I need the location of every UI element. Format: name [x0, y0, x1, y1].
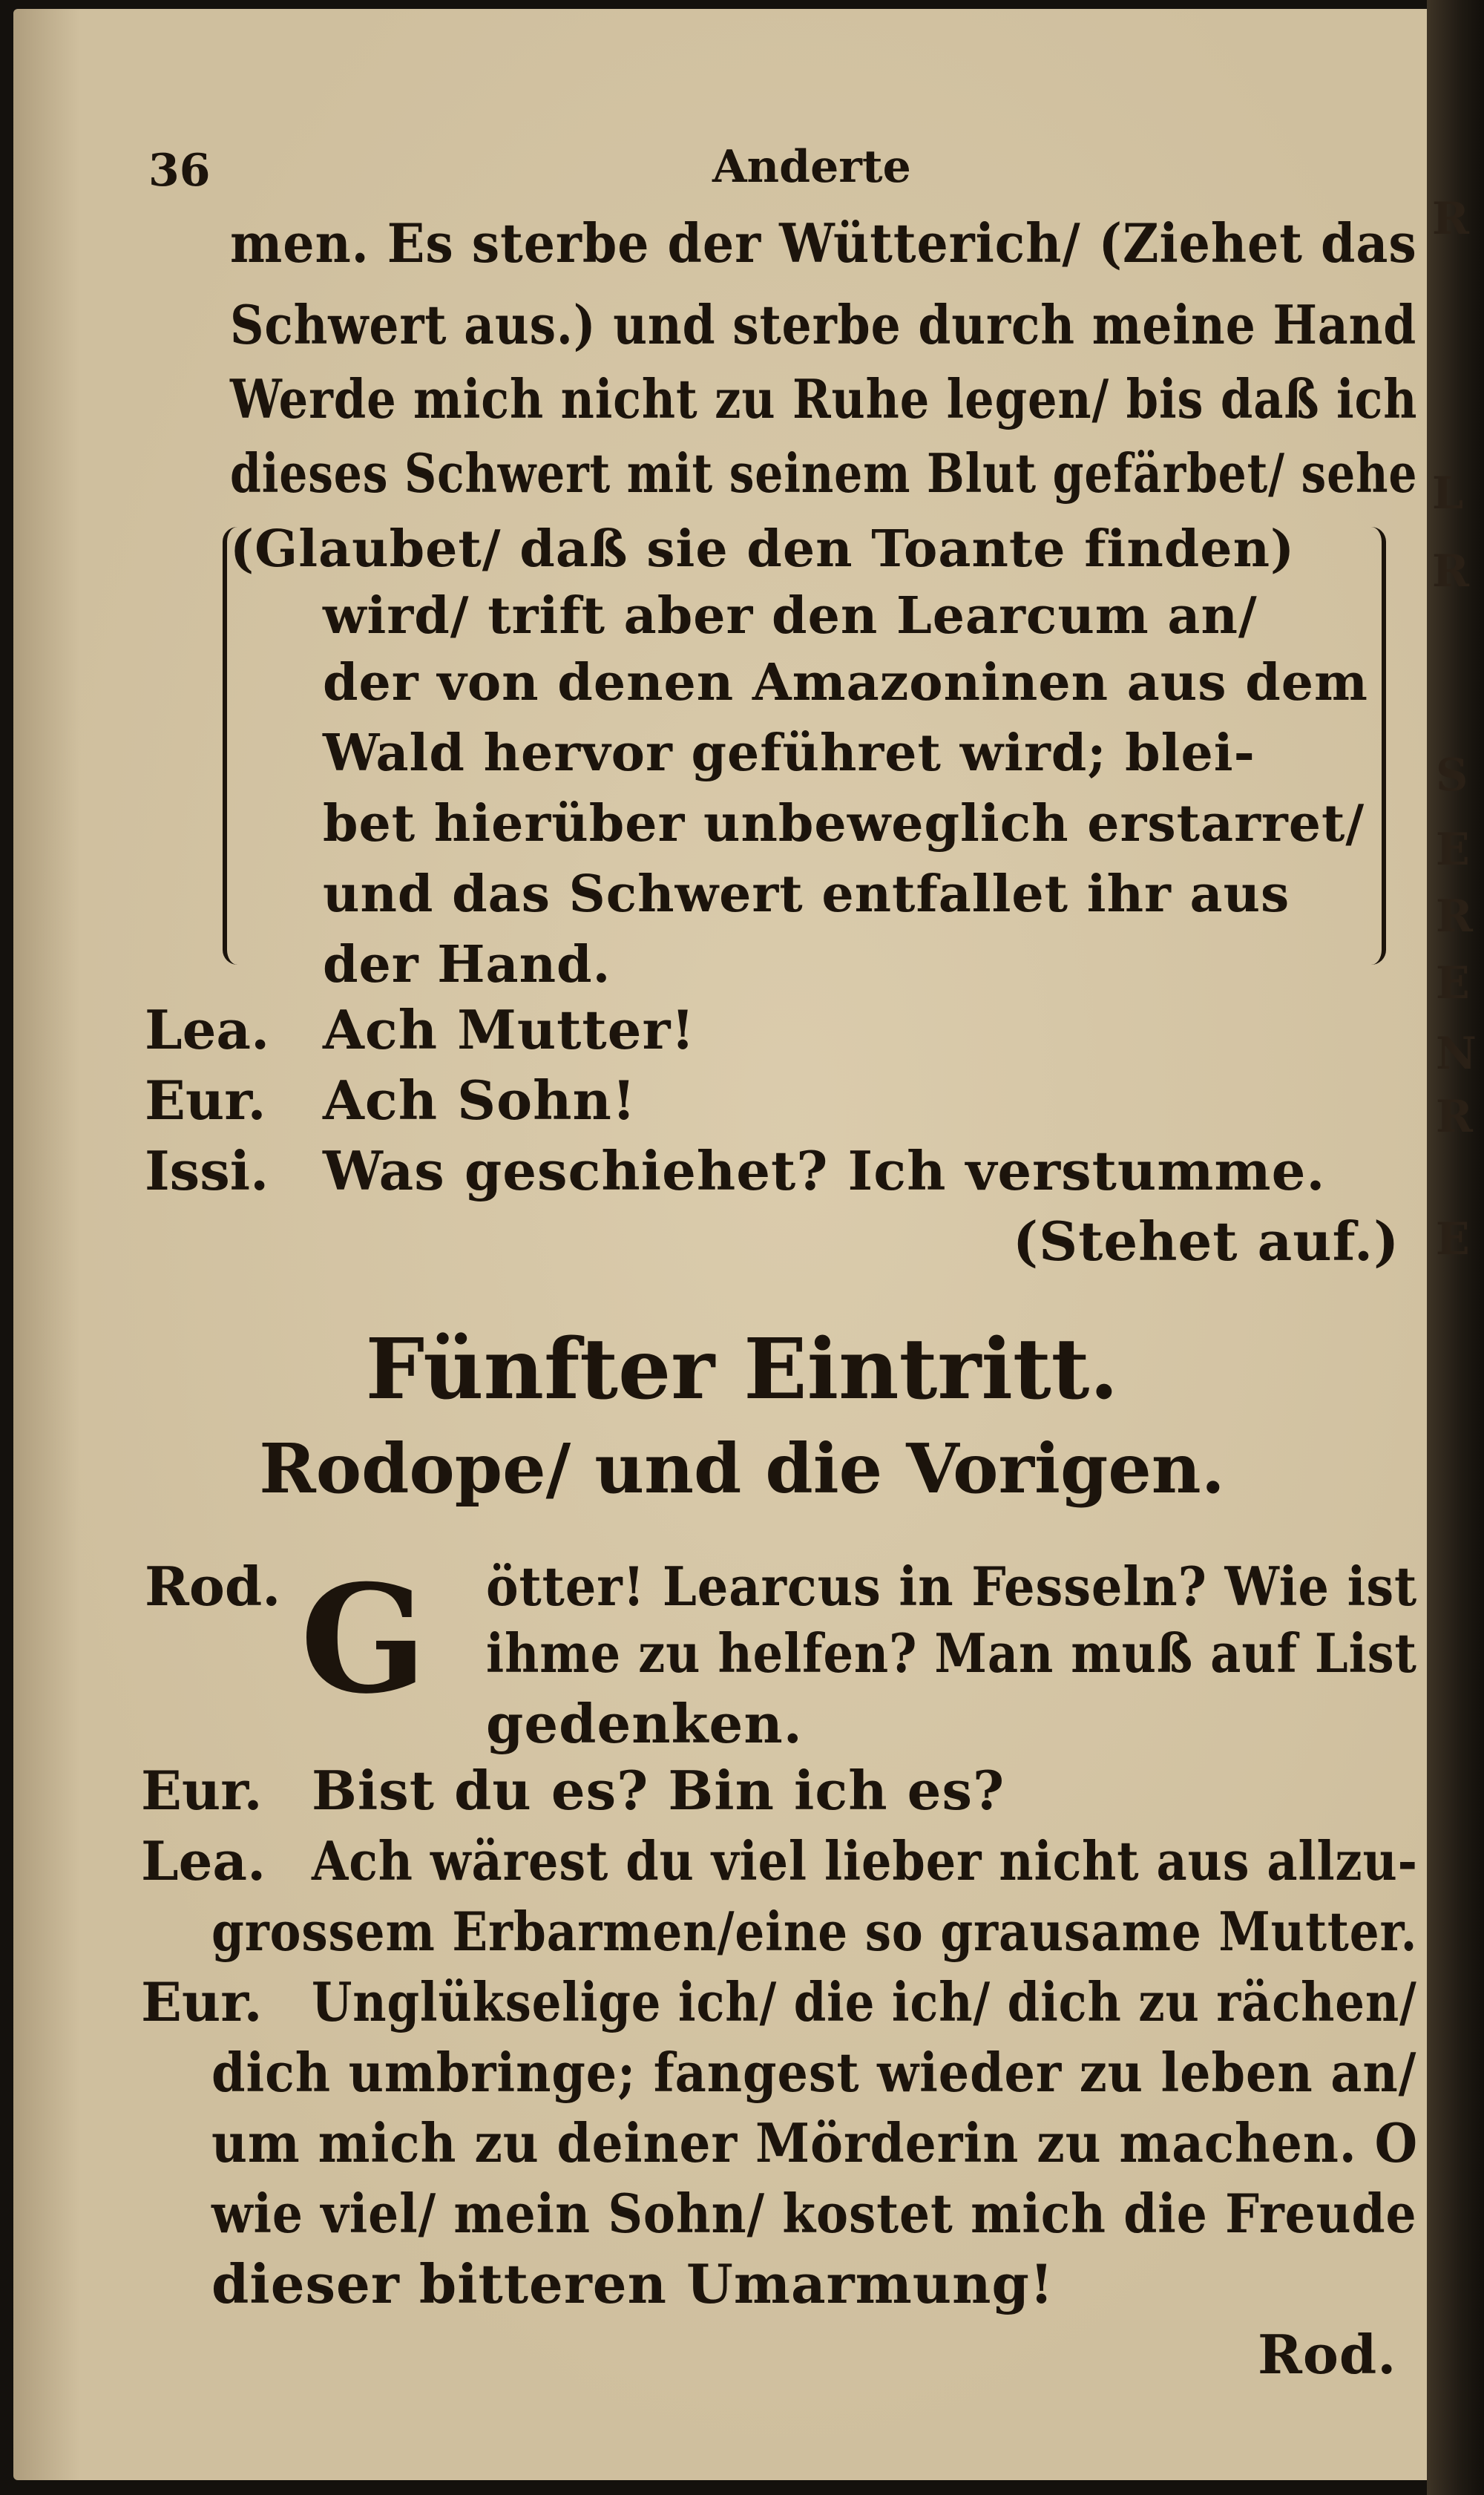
bleed-letter: E [1436, 957, 1470, 1009]
stage-direction-line: wird/ trift aber den Learcum an/ [323, 586, 1258, 646]
stage-direction-right: (Stehet auf.) [1013, 1210, 1400, 1273]
drop-cap: G [300, 1553, 427, 1727]
bleed-letter: R [1432, 193, 1469, 245]
speaker-label: Eur. [145, 1069, 266, 1132]
bleed-letter: R [1436, 891, 1473, 942]
speaker-label: Lea. [141, 1829, 266, 1892]
speech-line: dieser bitteren Umarmung! [211, 2252, 1054, 2315]
stage-direction-line: Wald hervor geführet wird; blei- [323, 724, 1255, 783]
stage-direction-line: der Hand. [323, 935, 611, 994]
scene-title: Fünfter Eintritt. [365, 1321, 1119, 1418]
speaker-label: Issi. [145, 1139, 269, 1202]
bracket-left [223, 527, 249, 965]
bleed-letter: E [1436, 824, 1470, 876]
text-line: Schwert aus.) und sterbe durch meine Hand [230, 293, 1417, 356]
speaker-label: Lea. [145, 998, 270, 1061]
speech-line: Unglükselige ich/ die ich/ dich zu rächen/ [312, 1970, 1417, 2033]
speech-line: Bist du es? Bin ich es? [312, 1759, 1005, 1822]
text-line: dieses Schwert mit seinem Blut gefärbet/ sehe [230, 442, 1418, 505]
bleed-letter: L [1432, 468, 1464, 519]
speech-line: ihme zu helfen? Man muß auf List [486, 1622, 1417, 1685]
speech-line: Ach wärest du viel lieber nicht aus allzu- [312, 1829, 1418, 1892]
speech-line: ötter! Learcus in Fesseln? Wie ist [486, 1555, 1418, 1618]
catchword: Rod. [1258, 2323, 1397, 2386]
speech-line: Was geschiehet? Ich verstumme. [323, 1139, 1326, 1202]
speech-line: grossem Erbarmen/eine so grausame Mutter. [211, 1900, 1418, 1963]
bleed-letter: R [1436, 1091, 1473, 1143]
running-head: Anderte [712, 141, 911, 193]
stage-direction-line: der von denen Amazoninen aus dem [323, 653, 1368, 712]
bleed-letter: E [1436, 1213, 1470, 1265]
bracket-right [1359, 527, 1386, 965]
text-line: men. Es sterbe der Wütterich/ (Ziehet das [230, 212, 1417, 275]
speaker-label: Eur. [141, 1759, 263, 1822]
stage-direction-line: (Glaubet/ daß sie den Toante finden) [230, 519, 1296, 579]
bleed-letter: N [1436, 1028, 1477, 1080]
speaker-label: Eur. [141, 1970, 263, 2033]
page-number: 36 [148, 145, 211, 197]
stage-direction-line: bet hierüber unbeweglich erstarret/ [323, 794, 1365, 853]
text-line: Werde mich nicht zu Ruhe legen/ bis daß ich [230, 367, 1418, 430]
bleed-letter: R [1432, 545, 1469, 597]
speech-line: dich umbringe; fangest wieder zu leben an/ [211, 2041, 1417, 2104]
bleed-letter: S [1436, 750, 1468, 801]
speech-line: um mich zu deiner Mörderin zu machen. O [211, 2111, 1419, 2174]
scene-cast: Rodope/ und die Vorigen. [259, 1429, 1225, 1509]
speech-line: Ach Mutter! [323, 998, 696, 1061]
speaker-label: Rod. [145, 1555, 281, 1618]
speech-line: gedenken. [486, 1692, 803, 1755]
speech-line: Ach Sohn! [323, 1069, 637, 1132]
speech-line: wie viel/ mein Sohn/ kostet mich die Freude [211, 2182, 1417, 2245]
stage-direction-line: und das Schwert entfallet ihr aus [323, 865, 1290, 924]
